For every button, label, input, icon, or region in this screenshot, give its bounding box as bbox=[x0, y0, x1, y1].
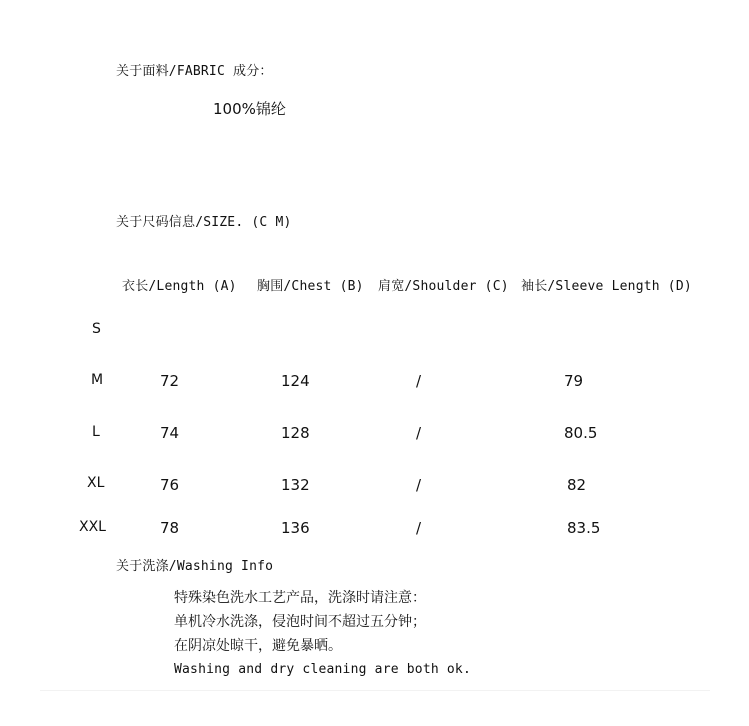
washing-line-2: 单机冷水洗涤，侵泡时间不超过五分钟； bbox=[174, 614, 426, 630]
shoulder-xxl: / bbox=[416, 519, 422, 537]
fabric-value: 100%锦纶 bbox=[213, 100, 286, 118]
length-m: 72 bbox=[160, 372, 180, 390]
length-xl: 76 bbox=[160, 476, 180, 494]
header-sleeve: 袖长/Sleeve Length (D) bbox=[521, 279, 692, 294]
length-xxl: 78 bbox=[160, 519, 180, 537]
sleeve-xxl: 83.5 bbox=[567, 519, 601, 537]
chest-xxl: 136 bbox=[281, 519, 310, 537]
size-title: 关于尺码信息/SIZE. (C M) bbox=[116, 215, 292, 230]
length-l: 74 bbox=[160, 424, 180, 442]
chest-m: 124 bbox=[281, 372, 310, 390]
chest-xl: 132 bbox=[281, 476, 310, 494]
size-label-xxl: XXL bbox=[79, 519, 106, 535]
size-label-l: L bbox=[92, 424, 100, 440]
sleeve-m: 79 bbox=[564, 372, 584, 390]
sleeve-l: 80.5 bbox=[564, 424, 598, 442]
washing-line-3: 在阴凉处晾干，避免暴晒。 bbox=[174, 638, 342, 654]
shoulder-m: / bbox=[416, 372, 422, 390]
washing-line-4: Washing and dry cleaning are both ok. bbox=[174, 662, 471, 677]
sleeve-xl: 82 bbox=[567, 476, 587, 494]
header-shoulder: 肩宽/Shoulder (C) bbox=[378, 279, 509, 294]
header-chest: 胸围/Chest (B) bbox=[257, 279, 364, 294]
fabric-title: 关于面料/FABRIC 成分： bbox=[116, 64, 273, 79]
shoulder-l: / bbox=[416, 424, 422, 442]
chest-l: 128 bbox=[281, 424, 310, 442]
size-label-xl: XL bbox=[87, 475, 105, 491]
shoulder-xl: / bbox=[416, 476, 422, 494]
washing-line-1: 特殊染色洗水工艺产品，洗涤时请注意： bbox=[174, 590, 426, 606]
header-length: 衣长/Length (A) bbox=[122, 279, 237, 294]
size-label-s: S bbox=[92, 321, 101, 337]
size-label-m: M bbox=[91, 372, 104, 388]
bottom-divider bbox=[40, 690, 710, 691]
washing-title: 关于洗涤/Washing Info bbox=[116, 559, 274, 574]
